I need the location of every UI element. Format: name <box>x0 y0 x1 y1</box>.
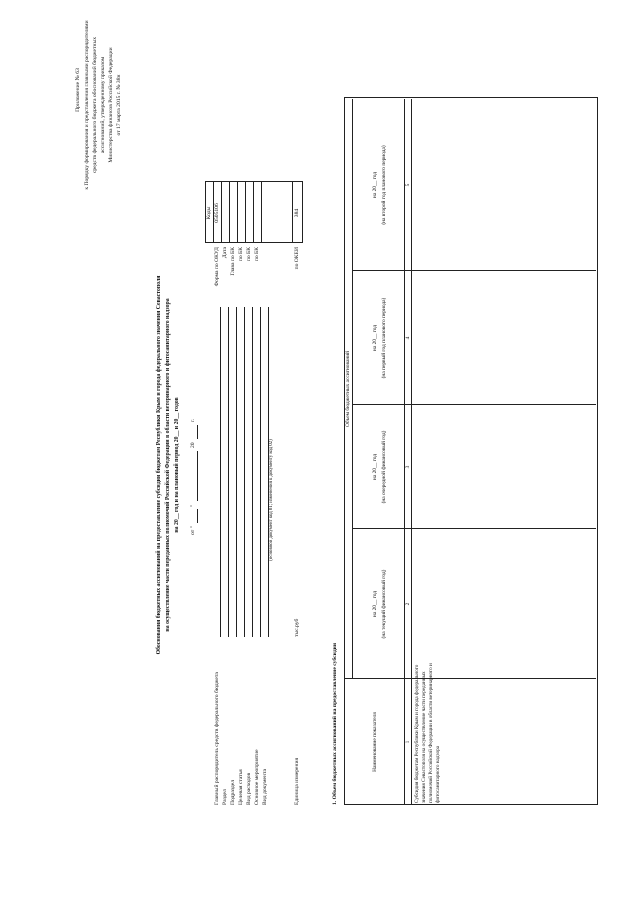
col-4-year: на 20__ год <box>372 324 378 352</box>
appendix-number: Приложение № 63 <box>75 68 81 112</box>
table-col-sep <box>352 404 596 405</box>
field-line-0 <box>220 307 221 637</box>
code-label-1: Дата <box>222 247 228 259</box>
code-label-5: по БК <box>254 247 260 262</box>
codes-row-sep <box>237 182 238 243</box>
field-line-4 <box>252 307 253 637</box>
col-3-year: на 20__ год <box>372 453 378 481</box>
col-num-3: 3 <box>405 465 411 469</box>
row-text-line-3: полномочий Российской Федерации в области ветеринарного и <box>428 663 434 803</box>
date-day-line <box>197 509 198 523</box>
code-okei-value: 384 <box>294 208 300 218</box>
code-okud-value: 0505106 <box>214 203 220 223</box>
appendix-line-5: от 17 марта 2015 г. № 38н <box>116 74 122 136</box>
field-label-5: Основное мероприятие <box>254 749 260 805</box>
col-3-desc: (на очередной финансовый год) <box>381 430 387 504</box>
code-label-4: по БК <box>246 247 252 262</box>
title-line-1: Обоснования бюджетных ассигнований на предоставление субсидии бюджетам Республики Крым и города федерального значения Севастополя <box>156 275 162 655</box>
field-label-6: Вид документа <box>262 769 268 805</box>
col-num-5: 5 <box>405 183 411 187</box>
col-2-year: на 20__ год <box>372 590 378 618</box>
col-4-desc: (на первый год планового периода) <box>381 297 387 379</box>
row-text-line-4: фитосанитарного надзора <box>435 745 441 803</box>
table-col-sep <box>352 270 596 271</box>
appendix-line-2: средств федерального бюджета обоснований бюджетных <box>92 36 98 174</box>
code-label-3: по БК <box>238 247 244 262</box>
date-prefix: от " <box>190 526 196 535</box>
col-num-2: 2 <box>405 602 411 606</box>
codes-row-sep <box>229 182 230 243</box>
unit-value: тыс.руб <box>294 618 300 637</box>
appendix-line-4: Министерства финансов Российской Федерации <box>108 47 114 163</box>
title-line-3: на 20__ год и на плановый период 20__ и 20__ годов <box>174 397 180 533</box>
title-line-2: на осуществление части переданных полномочий Российской Федерации в области ветеринарного и фитосанитарного надзора <box>165 298 171 632</box>
field-label-0: Главный распорядитель средств федерального бюджета <box>214 672 220 805</box>
field-line-2 <box>236 307 237 637</box>
field-label-4: Вид расходов <box>246 772 252 805</box>
table-col-sep <box>352 528 596 529</box>
codes-row-sep <box>221 182 222 243</box>
codes-header: Коды <box>206 206 212 220</box>
field-line-5 <box>260 307 261 637</box>
date-year-line <box>197 425 198 439</box>
doc-hint: (основной документ код 01; изменения к документу код 02) <box>269 439 274 561</box>
col-2-desc: (на текущий финансовый год) <box>381 569 387 639</box>
codes-row-sep <box>261 182 262 243</box>
code-label-0: Форма по ОКУД <box>214 247 220 287</box>
field-label-2: Подраздел <box>230 779 236 805</box>
unit-label: Единица измерения <box>294 757 300 805</box>
codes-row-sep <box>245 182 246 243</box>
field-line-3 <box>244 307 245 637</box>
row-text-line-1: Субсидия бюджетам Республики Крым и города федерального <box>414 664 420 803</box>
date-year-prefix: 20 <box>190 442 196 448</box>
table-group-sep <box>352 99 353 679</box>
code-label-8: по ОКЕИ <box>294 247 300 270</box>
codes-row-sep <box>292 182 293 243</box>
date-month-line <box>197 451 198 501</box>
row-text-line-2: значения Севастополя на осуществление части переданных <box>421 671 427 803</box>
date-year-suffix: г. <box>190 418 196 422</box>
col-header-name: Наименование показателя <box>372 712 378 772</box>
field-line-1 <box>228 307 229 637</box>
field-label-1: Раздел <box>222 789 228 805</box>
appendix-line-3: ассигнований, утвержденному приказом <box>100 56 106 154</box>
group-header: Объем бюджетных ассигнований <box>345 351 351 428</box>
col-num-1: 1 <box>405 740 411 744</box>
field-label-3: Целевая статья <box>238 769 244 805</box>
code-label-2: Глава по БК <box>230 247 236 276</box>
appendix-line-1: к Порядку формирования и представления главными распорядителями <box>84 20 90 190</box>
codes-row-sep <box>253 182 254 243</box>
date-mid: " <box>190 504 196 507</box>
col-5-desc: (на второй год планового периода) <box>381 145 387 225</box>
section-1-heading: 1. Объем бюджетных ассигнований на предоставление субсидии <box>332 642 338 805</box>
col-num-4: 4 <box>405 336 411 340</box>
col-5-year: на 20__ год <box>372 171 378 199</box>
